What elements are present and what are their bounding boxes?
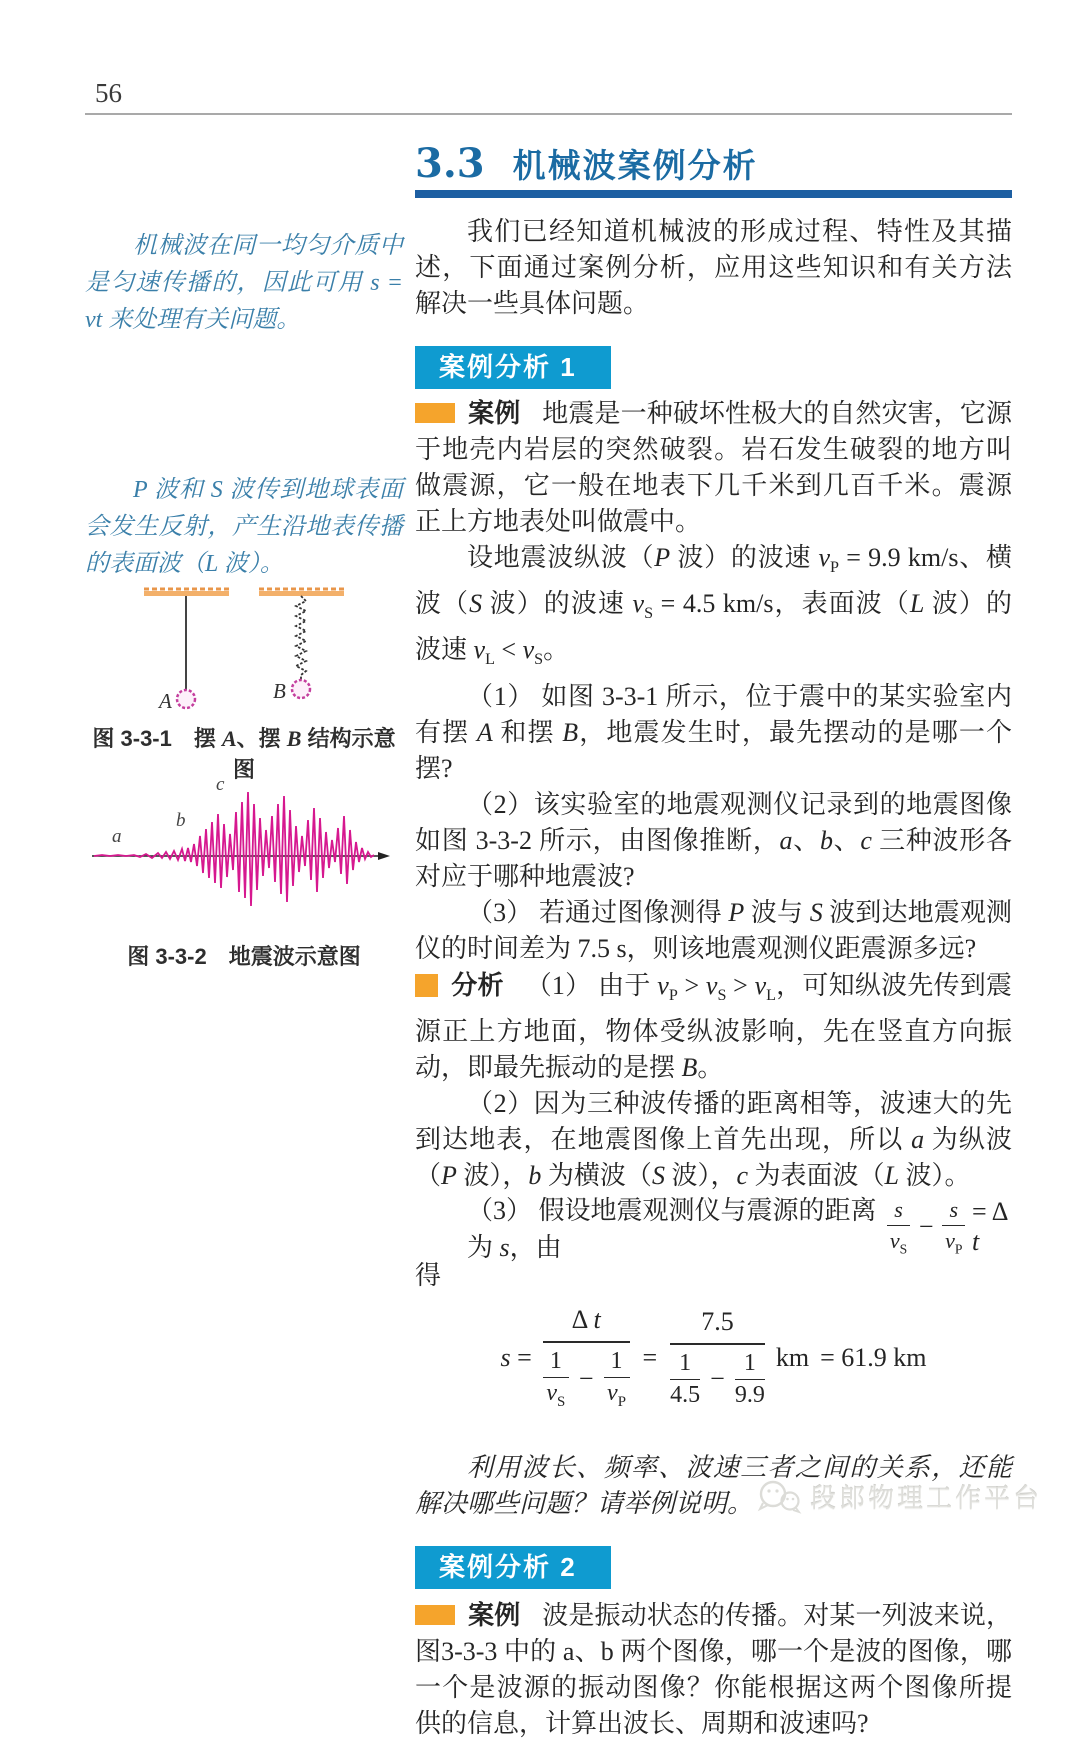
case1-wavespeeds: 设地震波纵波（P 波）的波速 $v_P = 9.9$ km/s、横波（S 波）的波速 $v_S = 4.5$ km/s，表面波（L 波）的波速 $v_L < v_S$。 [415, 543, 1012, 669]
analysis-paragraph-2: （2）因为三种波传播的距离相等，波速大的先到达地表，在地震图像上首先出现，所以 a 为纵波（P 波），b 为横波（S 波），c 为表面波（L 波）。 [415, 1088, 1012, 1190]
distance-formula [415, 1304, 1012, 1410]
minus-sign: − [918, 1211, 934, 1241]
pendulum-figure [85, 578, 403, 723]
case-marker-icon [415, 403, 455, 423]
seismogram-figure [85, 772, 403, 942]
watermark-text: 段郎物理工作平台 [809, 1483, 1042, 1513]
section-header [415, 140, 1012, 187]
section-underline [415, 190, 1012, 198]
pendulum-a-ball [177, 690, 195, 708]
section-title: 机械波案例分析 [512, 147, 758, 184]
case-analysis-2-badge: 案例分析 2 [415, 1546, 611, 1589]
case1-statement [415, 395, 1012, 540]
figure-3-3-1-caption: 图 3-3-1 摆 A、摆 B 结构示意图 [92, 726, 396, 782]
case1-question-2: （2）该实验室的地震观测仪记录到的地震图像如图 3-3-2 所示，由图像推断，a、b、c 三种波形各对应于哪种地震波? [415, 789, 1012, 891]
wave-c-label: c [216, 774, 225, 795]
case1-text: 地震是一种破坏性极大的自然灾害，它源于地壳内岩层的突然破裂。岩石发生破裂的地方叫做震源，它一般在地表下几千米到几百千米。震源正上方地表处叫做震中。 [415, 399, 1012, 536]
watermark [756, 1478, 1042, 1515]
analysis-3-suffix: = Δ t [972, 1196, 1008, 1256]
analysis-3-prefix: （3） 假设地震观测仪与震源的距离为 s，由 [467, 1195, 877, 1262]
pendulum-figure-svg [119, 578, 369, 718]
pendulum-b-label: B [273, 679, 286, 703]
margin-column [85, 0, 403, 1536]
case2-label: 案例 [468, 1599, 521, 1630]
pendulum-b-ball [292, 680, 310, 698]
seismogram-figure-svg [88, 772, 400, 937]
ceiling-support-b [259, 589, 344, 596]
fraction-s-over-vs: $\frac{s}{v_S}$ [887, 1197, 910, 1257]
analysis-1-text: （1） 由于 $v_P > v_S > v_L$，可知纵波先传到震源正上方地面，物体受纵波影响，先在竖直方向振动，即最先振动的是摆 B。 [415, 970, 1012, 1082]
formula-result: = 61.9 km [820, 1342, 927, 1372]
margin-note-1: 机械波在同一均匀介质中是匀速传播的，因此可用 s = vt 来处理有关问题。 [85, 233, 403, 333]
formula-lhs: s = [500, 1342, 532, 1372]
case1-question-1: （1） 如图 3-3-1 所示，位于震中的某实验室内有摆 A 和摆 B，地震发生时，最先摆动的是哪一个摆? [415, 681, 1012, 783]
case-analysis-1-badge: 案例分析 1 [415, 346, 611, 389]
case1-label: 案例 [468, 398, 521, 428]
axis-arrow-icon [378, 852, 390, 860]
wave-b-label: b [176, 810, 186, 831]
section-number: 3.3 [415, 140, 485, 187]
fraction-s-over-vp: $\frac{s}{v_P}$ [942, 1197, 965, 1257]
formula-fraction-numeric: 7.5 $\frac{1}{4.5}$ − $\frac{1}{9.9}$ [670, 1306, 765, 1408]
pendulum-a-label: A [159, 689, 172, 713]
pendulum-b-spring [296, 596, 306, 680]
analysis-marker-icon [415, 974, 438, 997]
figure-3-3-2-caption: 图 3-3-2 地震波示意图 [127, 944, 361, 969]
analysis-paragraph-3 [415, 1195, 1012, 1262]
intro-paragraph: 我们已经知道机械波的形成过程、特性及其描述，下面通过案例分析，应用这些知识和有关方法解决一些具体问题。 [415, 217, 1012, 318]
formula-unit: km [775, 1342, 810, 1372]
formula-fraction-symbolic: Δ t $\frac{1}{v_S}$ − $\frac{1}{v_P}$ [543, 1305, 630, 1411]
discussion-prompt: 利用波长、频率、波速三者之间的关系，还能解决哪些问题？请举例说明。 [415, 1452, 1012, 1518]
analysis-label: 分析 [451, 969, 504, 1000]
analysis-3-line2: 得 [415, 1260, 442, 1290]
analysis-paragraph-1 [415, 967, 1012, 1086]
page-number: 56 [95, 78, 122, 108]
case2-text: 波是振动状态的传播。对某一列波来说，图3-3-3 中的 a、b 两个图像，哪一个是波的图像，哪一个是波源的振动图像？你能根据这两个图像所提供的信息，计算出波长、周期和波速吗? [415, 1600, 1012, 1738]
case2-statement [415, 1597, 1012, 1742]
ceiling-support-a [144, 589, 229, 596]
case2-marker-icon [415, 1605, 455, 1625]
case1-question-3: （3） 若通过图像测得 P 波与 S 波到达地震观测仪的时间差为 7.5 s，则该地震观测仪距震源多远? [415, 897, 1012, 963]
wechat-icon [756, 1479, 802, 1515]
margin-note-2: P 波和 S 波传到地球表面会发生反射，产生沿地表传播的表面波（L 波）。 [85, 477, 404, 577]
wave-a-label: a [112, 826, 122, 847]
equals-sign: = [642, 1342, 658, 1372]
seismogram-trace [94, 792, 374, 906]
